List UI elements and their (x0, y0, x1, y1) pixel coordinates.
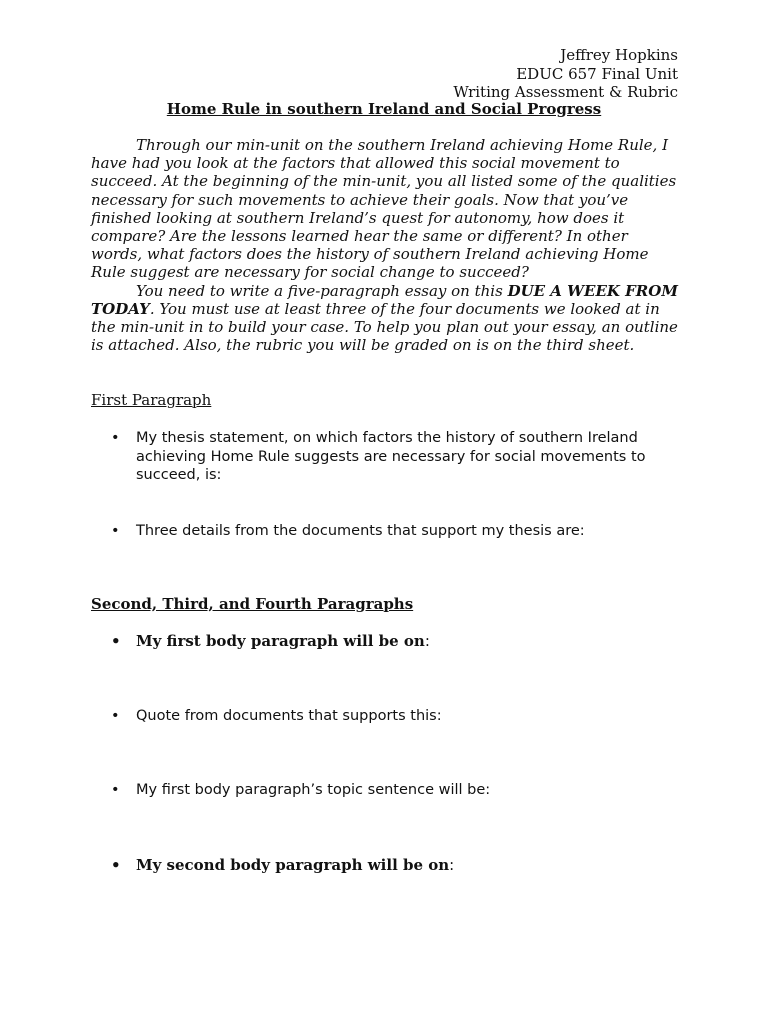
intro-p2-end: . You must use at least three of the four documents we looked at in the min-unit in to build your case. To help you plan out your essay, an outline is attached. Also, the rubric you will be graded on is on the third sheet. (91, 299, 678, 355)
list-item (111, 781, 681, 800)
list-item (111, 856, 681, 875)
due-date-emphasis: DUE A WEEK FROM TODAY (91, 281, 678, 318)
author-name: Jeffrey Hopkins (560, 46, 678, 64)
quote-prompt: Quote from documents that supports this: (136, 708, 442, 724)
topic-sentence-prompt: My first body paragraph’s topic sentence will be: (136, 782, 491, 798)
first-body-colon: : (424, 632, 430, 650)
bullet-icon: • (111, 782, 120, 798)
first-paragraph-heading: First Paragraph (91, 391, 212, 409)
list-item (111, 429, 681, 485)
intro-p2-start: You need to write a five-paragraph essay on this (136, 281, 508, 300)
assignment-subtitle: Writing Assessment & Rubric (453, 83, 678, 101)
body-paragraphs-heading: Second, Third, and Fourth Paragraphs (91, 595, 414, 613)
second-body-colon: : (449, 856, 455, 874)
list-item (111, 632, 681, 651)
list-item (111, 707, 681, 726)
thesis-prompt: My thesis statement, on which factors the history of southern Ireland achieving Home Rule suggests are necessary for social movements to succeed, is: (136, 430, 646, 483)
intro-text (91, 136, 681, 354)
intro-paragraph-1: Through our min-unit on the southern Ireland achieving Home Rule, I have had you look at the factors that allowed this social movement to succeed. At the beginning of the min-unit, you all listed some of the qualities necessary for such movements to achieve their goals. Now that you’ve finished looking at southern Ireland’s quest for autonomy, how does it compare? Are the lessons learned hear the same or different? In other words, what factors does the history of southern Ireland achieving Home Rule suggest are necessary for social change to succeed? (91, 136, 677, 282)
second-body-prompt (136, 856, 681, 875)
bullet-icon: • (111, 856, 121, 874)
author-header (453, 46, 678, 102)
intro-paragraph-2 (91, 282, 681, 355)
first-body-prompt (136, 632, 681, 651)
list-item (111, 522, 681, 541)
document-title: Home Rule in southern Ireland and Social Progress (166, 100, 602, 118)
bullet-icon: • (111, 632, 121, 650)
second-body-label: My second body paragraph will be on (136, 856, 450, 874)
first-body-label: My first body paragraph will be on (136, 632, 425, 650)
bullet-icon: • (111, 430, 120, 446)
bullet-icon: • (111, 523, 120, 539)
details-prompt: Three details from the documents that support my thesis are: (136, 523, 585, 539)
course-name: EDUC 657 Final Unit (516, 64, 678, 83)
bullet-icon: • (111, 708, 120, 724)
